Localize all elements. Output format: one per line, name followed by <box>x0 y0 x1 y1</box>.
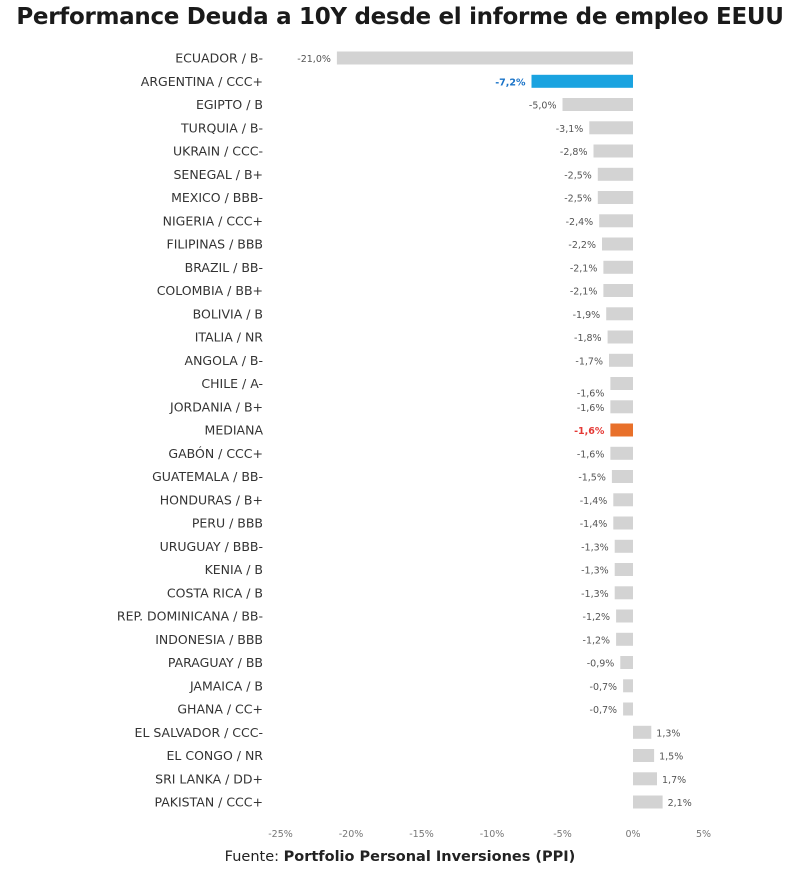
source-name: Portfolio Personal Inversiones (PPI) <box>283 849 576 865</box>
category-label: BOLIVIA / B <box>192 306 263 322</box>
category-label: SENEGAL / B+ <box>173 166 263 182</box>
x-tick-label: -15% <box>409 829 434 840</box>
bar <box>613 493 633 506</box>
category-label: JAMAICA / B <box>189 678 263 694</box>
value-label: -1,5% <box>578 472 606 484</box>
value-label: -3,1% <box>555 123 584 135</box>
category-label: CHILE / A- <box>201 376 263 391</box>
bar <box>623 679 633 692</box>
bar <box>633 796 663 809</box>
category-label: UKRAIN / CCC- <box>173 143 263 159</box>
bar <box>563 98 634 111</box>
x-tick-label: -25% <box>268 829 293 840</box>
category-label: GABÓN / CCC+ <box>168 445 263 461</box>
category-label: MEXICO / BBB- <box>171 190 263 205</box>
value-label: -1,3% <box>581 588 609 600</box>
value-label: -1,6% <box>576 402 605 414</box>
bar <box>599 214 633 227</box>
bar <box>610 447 633 460</box>
value-label: -1,3% <box>581 565 609 577</box>
value-label: -1,3% <box>581 542 609 554</box>
category-labels <box>117 51 264 810</box>
category-label: EGIPTO / B <box>195 97 263 112</box>
bar <box>603 261 633 274</box>
value-label: -5,0% <box>528 100 557 112</box>
category-label: TURQUIA / B- <box>181 120 263 136</box>
category-label: REP. DOMINICANA / BB- <box>116 608 263 624</box>
bar <box>608 331 633 344</box>
category-label: COSTA RICA / B <box>166 585 263 601</box>
x-tick-label: -10% <box>479 829 505 840</box>
bar <box>616 610 633 623</box>
value-label: -1,6% <box>576 388 605 400</box>
value-label: 1,3% <box>656 728 681 740</box>
value-label: -2,2% <box>568 240 596 251</box>
bar <box>598 168 633 181</box>
bar <box>613 517 633 530</box>
value-label: -2,1% <box>569 263 598 275</box>
category-label: URUGUAY / BBB- <box>159 538 263 554</box>
bar <box>610 400 633 413</box>
category-label: EL SALVADOR / CCC- <box>134 724 263 740</box>
category-label: ARGENTINA / CCC+ <box>140 73 263 89</box>
value-label: -1,9% <box>572 309 601 321</box>
bar <box>620 656 633 669</box>
category-label: ITALIA / NR <box>194 329 263 345</box>
chart-title: Performance Deuda a 10Y desde el informe de empleo EEUU <box>16 4 784 30</box>
value-label: -1,2% <box>582 612 611 623</box>
bar <box>598 191 633 204</box>
value-label: -1,2% <box>582 635 611 647</box>
value-label: -2,5% <box>564 170 592 182</box>
value-label: -21,0% <box>297 54 331 65</box>
x-tick-label: 5% <box>695 829 712 840</box>
bar <box>633 772 657 785</box>
bar <box>609 354 633 367</box>
bar <box>615 563 633 576</box>
category-label: ANGOLA / B- <box>184 352 263 368</box>
x-axis-ticks <box>268 829 711 840</box>
value-label: 2,1% <box>667 798 692 809</box>
category-label: PERU / BBB <box>191 515 263 531</box>
bars <box>337 52 663 809</box>
bar <box>337 52 633 65</box>
source-note <box>0 849 800 865</box>
x-tick-label: -20% <box>338 829 364 840</box>
value-label: -1,4% <box>579 495 608 507</box>
value-label: -2,1% <box>569 286 598 298</box>
category-label: COLOMBIA / BB+ <box>156 283 263 298</box>
bar <box>633 749 654 762</box>
value-label: -1,6% <box>574 426 605 437</box>
value-label: 1,7% <box>662 774 687 786</box>
value-label: -0,9% <box>586 658 615 670</box>
bar <box>615 586 633 599</box>
x-tick-label: 0% <box>625 829 641 840</box>
bar <box>602 238 633 251</box>
value-label: -7,2% <box>495 77 526 89</box>
category-label: GUATEMALA / BB- <box>152 469 263 484</box>
category-label: HONDURAS / B+ <box>159 492 263 508</box>
source-prefix: Fuente: <box>224 849 284 865</box>
bar <box>594 145 634 158</box>
value-label: -2,8% <box>559 147 588 158</box>
bar <box>623 703 633 716</box>
value-label: -0,7% <box>589 705 618 716</box>
bar <box>612 470 633 483</box>
category-label: EL CONGO / NR <box>166 748 263 763</box>
category-label: FILIPINAS / BBB <box>166 236 263 252</box>
x-tick-label: -5% <box>553 829 572 840</box>
category-label: PARAGUAY / BB <box>167 655 263 670</box>
bar <box>633 726 651 739</box>
category-label: KENIA / B <box>204 562 263 577</box>
value-label: -0,7% <box>589 681 618 693</box>
bar <box>603 284 633 297</box>
category-label: PAKISTAN / CCC+ <box>154 794 263 810</box>
bar <box>610 424 633 437</box>
category-label: GHANA / CC+ <box>177 701 263 717</box>
bar <box>616 633 633 646</box>
category-label: ECUADOR / B- <box>175 50 263 66</box>
value-label: -2,4% <box>565 216 594 228</box>
value-label: -1,6% <box>576 449 605 461</box>
category-label: MEDIANA <box>204 422 263 438</box>
value-label: -1,8% <box>574 333 602 344</box>
value-label: -1,4% <box>579 519 608 530</box>
category-label: NIGERIA / CCC+ <box>162 213 263 229</box>
category-label: SRI LANKA / DD+ <box>155 771 263 787</box>
category-label: INDONESIA / BBB <box>155 631 263 647</box>
bar <box>615 540 633 553</box>
bar <box>610 377 633 390</box>
value-label: -2,5% <box>564 193 592 205</box>
bar <box>606 307 633 320</box>
bar <box>589 121 633 134</box>
value-label: 1,5% <box>659 751 684 763</box>
category-label: BRAZIL / BB- <box>184 259 263 275</box>
category-label: JORDANIA / B+ <box>170 399 263 415</box>
value-label: -1,7% <box>575 356 603 368</box>
bar <box>532 75 634 88</box>
